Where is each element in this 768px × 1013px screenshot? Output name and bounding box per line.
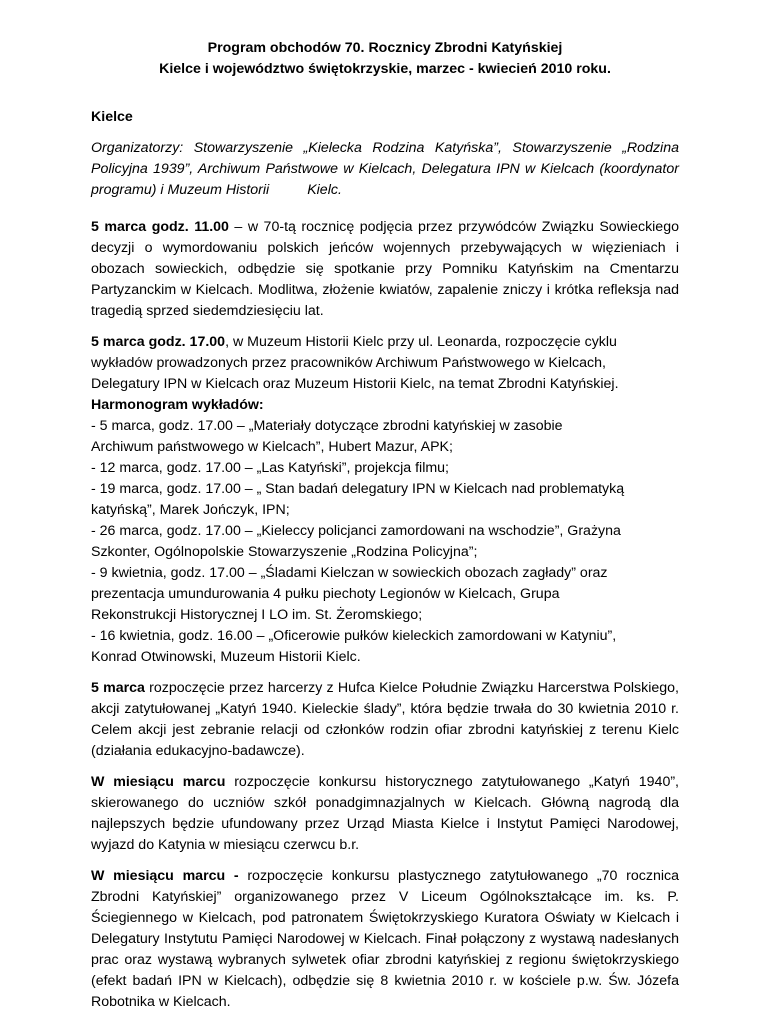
event-paragraph-4 [91, 772, 679, 856]
schedule-line [91, 416, 679, 437]
event-1-text: – w 70-tą rocznicę podjęcia przez przywódców Związku Sowieckiego decyzji o wymordowaniu polskich jeńców wojennych przebywających w więzieniach i obozach sowieckich, odbędzie się spotkanie przy Pomniku Katyńskim na Cmentarzu Partyzanckim w Kielcach. Modlitwa, złożenie kwiatów, zapalenie zniczy i krótka refleksja nad tragedią sprzed siedemdziesięciu lat. [91, 219, 679, 319]
event-4-date: W miesiącu marcu [91, 774, 226, 790]
schedule-line-text: - 5 marca, godz. 17.00 – „Materiały dotyczące zbrodni katyńskiej w zasobie [91, 418, 563, 434]
schedule-line [91, 500, 679, 521]
event-3-date: 5 marca [91, 680, 145, 696]
schedule-line-text: Delegatury IPN w Kielcach oraz Muzeum Historii Kielc, na temat Zbrodni Katyńskiej. [91, 376, 619, 392]
schedule-line-text: wykładów prowadzonych przez pracowników Archiwum Państwowego w Kielcach, [91, 355, 606, 371]
title-line-2: Kielce i województwo świętokrzyskie, marzec - kwiecień 2010 roku. [159, 61, 611, 77]
schedule-line [91, 374, 679, 395]
schedule-line [91, 647, 679, 668]
schedule-line-text: , w Muzeum Historii Kielc przy ul. Leonarda, rozpoczęcie cyklu [225, 334, 617, 350]
event-5-date: W miesiącu marcu - [91, 868, 239, 884]
event-4-text: rozpoczęcie konkursu historycznego zatytułowanego „Katyń 1940”, skierowanego do uczniów szkół ponadgimnazjalnych w Kielcach. Główną nagrodą dla najlepszych będzie ufundowany przez Urząd Miasta Kielce i Instytut Pamięci Narodowej, wyjazd do Katynia w miesiącu czerwcu b.r. [91, 774, 679, 853]
schedule-line-text: - 19 marca, godz. 17.00 – „ Stan badań delegatury IPN w Kielcach nad problematyką [91, 481, 625, 497]
organizers-text-end: Kielc. [307, 182, 342, 198]
schedule-line [91, 437, 679, 458]
schedule-line [91, 332, 679, 353]
schedule-line-bold: Harmonogram wykładów: [91, 397, 264, 413]
organizers-paragraph [91, 138, 679, 201]
title-line-1: Program obchodów 70. Rocznicy Zbrodni Katyńskiej [207, 40, 563, 56]
schedule-line [91, 563, 679, 584]
schedule-line [91, 395, 679, 416]
event-paragraph-3 [91, 678, 679, 762]
schedule-line-text: Archiwum państwowego w Kielcach”, Hubert Mazur, APK; [91, 439, 453, 455]
event-3-text: rozpoczęcie przez harcerzy z Hufca Kielce Południe Związku Harcerstwa Polskiego, akcji zatytułowanej „Katyń 1940. Kieleckie ślady”, która będzie trwała do 30 kwietnia 2010 r. Celem akcji jest zebranie relacji od członków rodzin ofiar zbrodni katyńskiej z terenu Kielc (działania edukacyjno-badawcze). [91, 680, 679, 759]
schedule-line-text: Konrad Otwinowski, Muzeum Historii Kielc. [91, 649, 361, 665]
schedule-line [91, 542, 679, 563]
schedule-line [91, 521, 679, 542]
event-paragraph-1 [91, 217, 679, 322]
section-heading: Kielce [91, 109, 133, 125]
schedule-line-text: - 16 kwietnia, godz. 16.00 – „Oficerowie pułków kieleckich zamordowani w Katyniu”, [91, 628, 617, 644]
schedule-line-bold: 5 marca godz. 17.00 [91, 334, 226, 350]
schedule-line [91, 626, 679, 647]
schedule-line [91, 353, 679, 374]
schedule-line-text: katyńską”, Marek Jończyk, IPN; [91, 502, 290, 518]
organizers-text: Organizatorzy: Stowarzyszenie „Kielecka Rodzina Katyńska”, Stowarzyszenie „Rodzina Policyjna 1939”, Archiwum Państwowe w Kielcach, Delegatura IPN w Kielcach (koordynator programu) i Muzeum Historii [91, 140, 679, 198]
schedule-line-text: - 12 marca, godz. 17.00 – „Las Katyński”, projekcja filmu; [91, 460, 449, 476]
event-paragraph-2 [91, 332, 679, 668]
schedule-line [91, 458, 679, 479]
schedule-line [91, 584, 679, 605]
schedule-line-text: Rekonstrukcji Historycznej I LO im. St. Żeromskiego; [91, 607, 423, 623]
schedule-line [91, 479, 679, 500]
schedule-line-text: - 26 marca, godz. 17.00 – „Kieleccy policjanci zamordowani na wschodzie”, Grażyna [91, 523, 621, 539]
event-paragraph-5 [91, 866, 679, 1013]
schedule-line-text: prezentacja umundurowania 4 pułku piechoty Legionów w Kielcach, Grupa [91, 586, 560, 602]
schedule-line [91, 605, 679, 626]
event-1-date: 5 marca godz. 11.00 [91, 219, 229, 235]
document-title [91, 38, 679, 80]
event-5-text: rozpoczęcie konkursu plastycznego zatytułowanego „70 rocznica Zbrodni Katyńskiej” organizowanego przez V Liceum Ogólnokształcące im. ks. P. Ściegiennego w Kielcach, pod patronatem Świętokrzyskiego Kuratora Oświaty w Kielcach i Delegatury Instytutu Pamięci Narodowej w Kielcach. Finał połączony z wystawą nadesłanych prac oraz wystawą wybranych sylwetek ofiar zbrodni katyńskiej z regionu świętokrzyskiego (efekt badań IPN w Kielcach), odbędzie się 8 kwietnia 2010 r. w kościele p.w. Św. Józefa Robotnika w Kielcach. [91, 868, 679, 1010]
schedule-line-text: Szkonter, Ogólnopolskie Stowarzyszenie „Rodzina Policyjna”; [91, 544, 478, 560]
schedule-line-text: - 9 kwietnia, godz. 17.00 – „Śladami Kielczan w sowieckich obozach zagłady” oraz [91, 565, 608, 581]
